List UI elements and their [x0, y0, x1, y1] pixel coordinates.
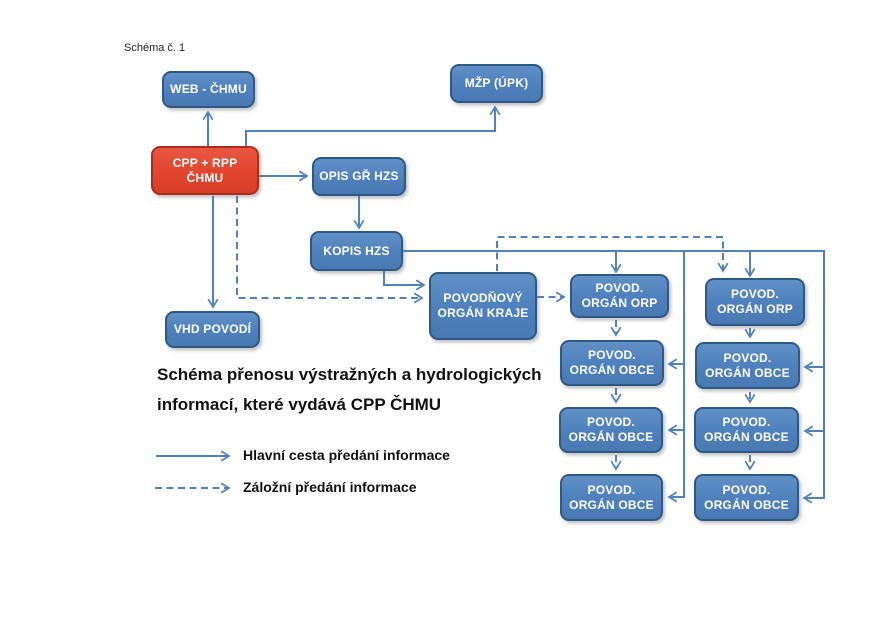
- node-obce21-line2: ORGÁN OBCE: [705, 365, 790, 380]
- node-vhd-povodi: [165, 311, 260, 348]
- node-obce12-line1: POVOD.: [587, 415, 635, 429]
- node-cpp-line1: CPP + RPP: [172, 155, 238, 170]
- node-povod-organ-obce-col2-row2: [694, 407, 799, 453]
- node-obce13-line2: ORGÁN OBCE: [569, 497, 654, 512]
- node-obce11-line1: POVOD.: [588, 348, 636, 362]
- node-mzp-upk: [450, 64, 543, 103]
- node-kopis-hzs: [310, 231, 403, 271]
- diagram-title-line2: informací, které vydává CPP ČHMU: [157, 395, 442, 414]
- diagram-title: [157, 360, 542, 420]
- node-obce22-line2: ORGÁN OBCE: [704, 430, 789, 444]
- connector-cpp-mzp: [246, 107, 495, 146]
- legend-solid-label: Hlavní cesta předání informace: [243, 447, 450, 463]
- node-povod-organ-orp-col1: [570, 274, 669, 318]
- node-kopis-label: KOPIS HZS: [323, 243, 390, 258]
- node-obce22-line1: POVOD.: [722, 415, 771, 429]
- node-kraj-line2: ORGÁN KRAJE: [437, 306, 529, 320]
- node-povod-organ-orp-col2: [705, 278, 805, 326]
- node-web-chmu-label: WEB - ČHMU: [170, 82, 247, 96]
- diagram-title-line1: Schéma přenosu výstražných a hydrologických: [157, 365, 542, 384]
- node-orp1-line2: ORGÁN ORP: [581, 296, 658, 310]
- node-web-chmu: [162, 71, 255, 108]
- connector-kopis-kraj: [384, 271, 424, 285]
- node-orp2-line2: ORGÁN ORP: [717, 302, 793, 316]
- node-orp1-line1: POVOD.: [595, 281, 644, 295]
- node-vhd-label: VHD POVODÍ: [173, 322, 252, 336]
- node-mzp-upk-label: MŽP (ÚPK): [464, 76, 529, 90]
- node-opis-gr-hzs: [312, 157, 406, 196]
- node-cpp-rpp-chmu: [151, 146, 259, 195]
- node-povod-organ-obce-col1-row3: [560, 474, 663, 521]
- node-orp2-line1: POVOD.: [731, 287, 779, 301]
- node-obce11-line2: ORGÁN OBCE: [569, 363, 655, 377]
- node-povod-organ-obce-col1-row1: [560, 340, 664, 386]
- node-obce13-line1: POVOD.: [587, 482, 636, 497]
- node-povod-organ-obce-col1-row2: [559, 407, 663, 453]
- connector-col1-vertical: [669, 251, 684, 497]
- node-obce23-line2: ORGÁN OBCE: [704, 497, 789, 512]
- node-obce23-line1: POVOD.: [722, 482, 771, 497]
- schema-number-label: Schéma č. 1: [124, 42, 186, 54]
- node-cpp-line2: ČHMU: [186, 170, 224, 185]
- connector-kraj-orp2-backup: [497, 237, 723, 271]
- node-povodnovy-organ-kraje: [429, 272, 537, 340]
- legend-dashed-label: Záložní předání informace: [243, 479, 417, 495]
- node-obce21-line1: POVOD.: [723, 350, 772, 365]
- node-opis-label: OPIS GŘ HZS: [319, 169, 399, 183]
- node-povod-organ-obce-col2-row3: [694, 474, 799, 521]
- node-kraj-line1: POVODŇOVÝ: [443, 291, 523, 305]
- node-povod-organ-obce-col2-row1: [695, 342, 800, 389]
- node-obce12-line2: ORGÁN OBCE: [568, 430, 654, 444]
